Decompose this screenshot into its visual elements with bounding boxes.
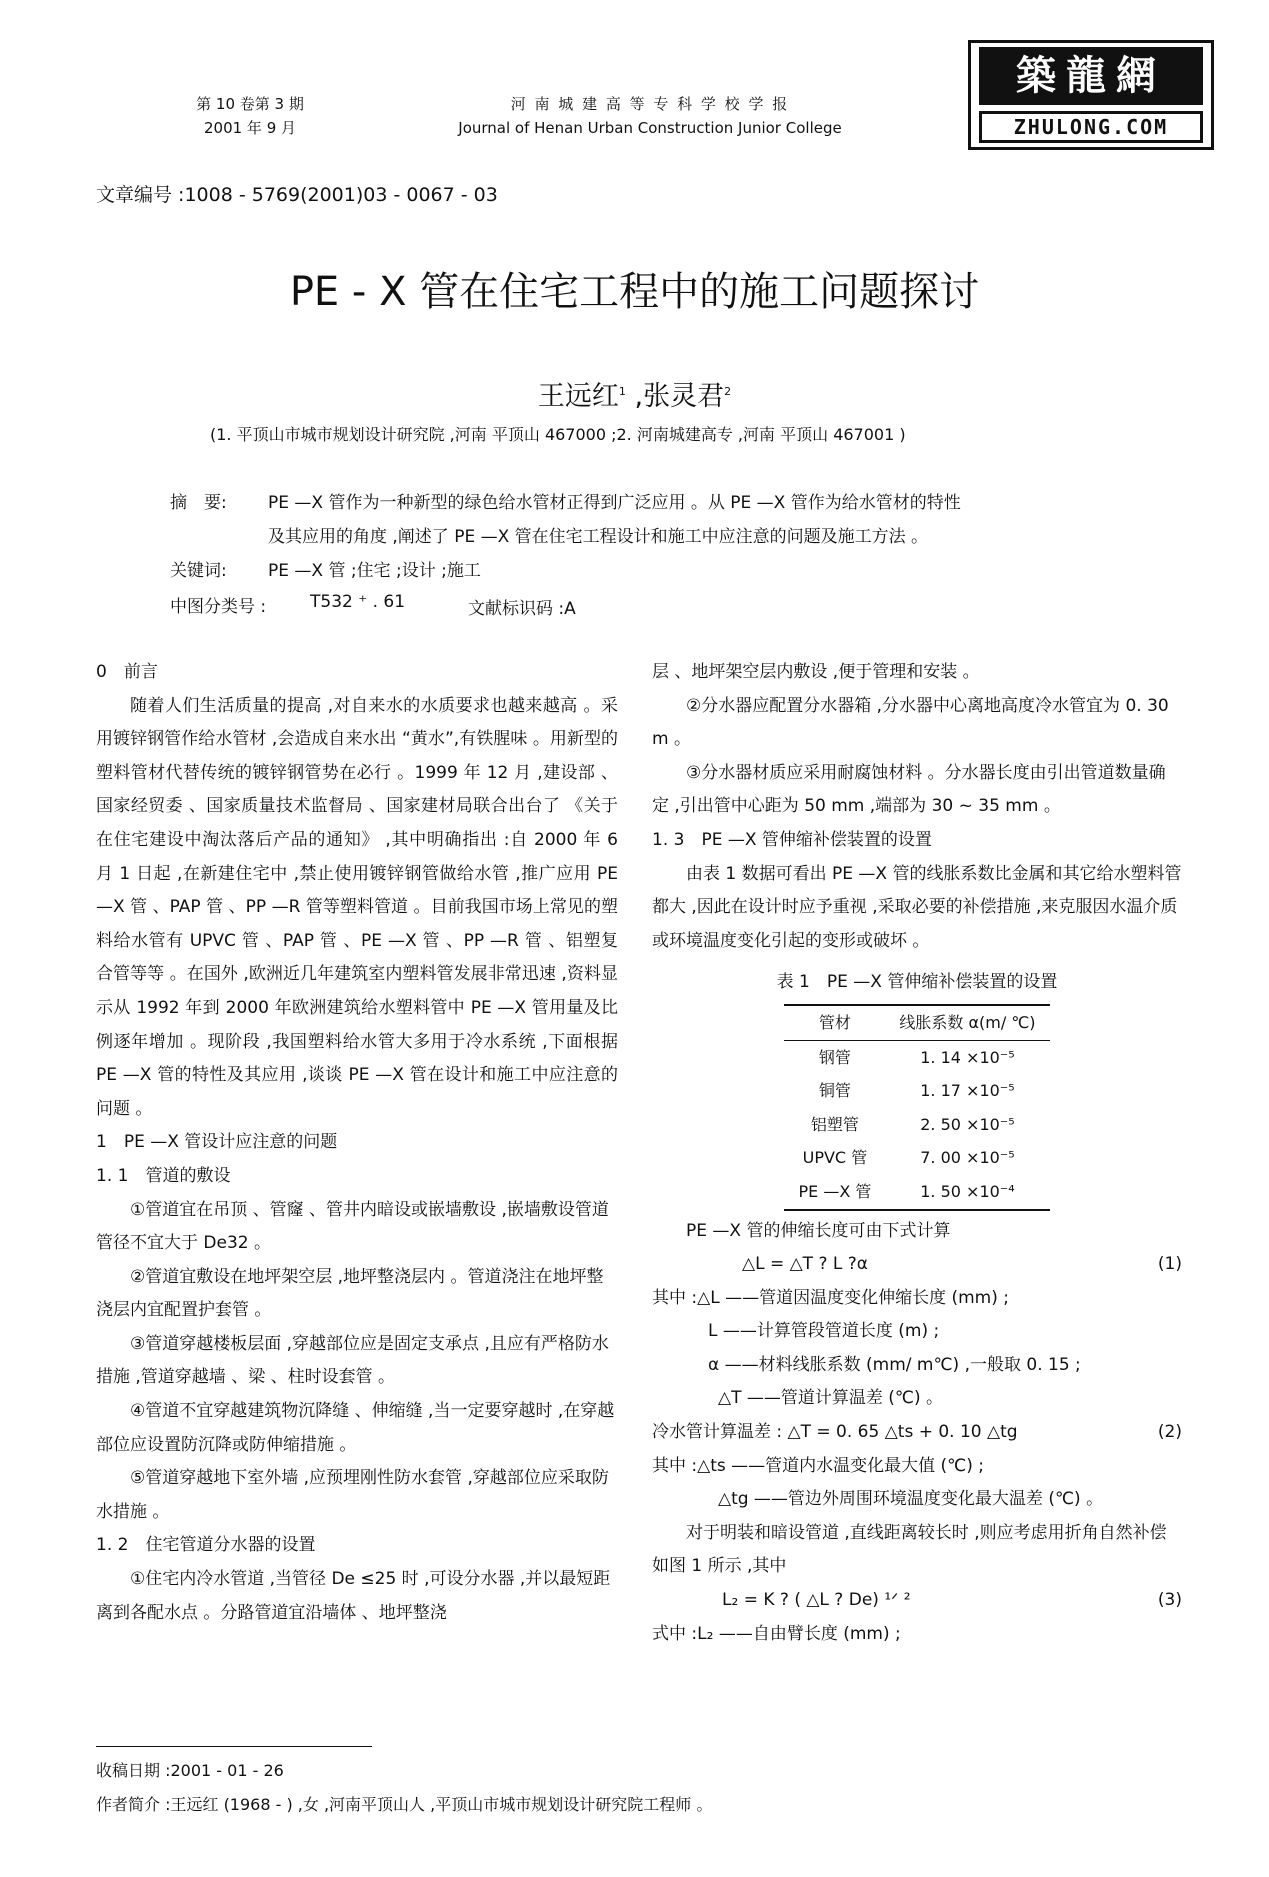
equation-1-number: (1): [1157, 1254, 1182, 1275]
keywords: PE —X 管 ;住宅 ;设计 ;施工: [268, 561, 481, 581]
table-row: [784, 1040, 1049, 1074]
equation-where-line: α ——材料线胀系数 (mm/ m℃) ,一般取 0. 15 ;: [708, 1354, 1081, 1375]
table-cell: 铜管: [818, 1081, 851, 1101]
equation-1-body: △L = △T ? L ?α: [742, 1254, 868, 1275]
journal-name-cn: 河 南 城 建 高 等 专 科 学 校 学 报: [510, 95, 790, 113]
document-code: 文献标识码 :A: [468, 599, 576, 619]
author-bio: 作者简介 :王远红 (1968 - ) ,女 ,河南平顶山人 ,平顶山市城市规划设计研究院工程师 。: [96, 1795, 713, 1814]
paragraph: PE —X 管的伸缩长度可由下式计算: [686, 1220, 951, 1241]
logo-cn: 築龍網: [979, 47, 1203, 105]
equation-where-line: 式中 :L₂ ——自由臂长度 (mm) ;: [652, 1623, 901, 1644]
right-column: [652, 656, 1182, 1651]
zhulong-logo: [968, 40, 1214, 150]
paragraph: ⑤管道穿越地下室外墙 ,应预埋刚性防水套管 ,穿越部位应采取防水措施 。: [96, 1468, 609, 1522]
volume-line: 第 10 卷第 3 期: [196, 95, 304, 113]
expansion-coefficient-table: [784, 1004, 1049, 1211]
table-row: [784, 1175, 1049, 1210]
author-list: [0, 372, 1269, 417]
paragraph: 层 、地坪架空层内敷设 ,便于管理和安装 。: [652, 662, 980, 682]
paragraph: ④管道不宜穿越建筑物沉降缝 、伸缩缝 ,当一定要穿越时 ,在穿越部位应设置防沉降或防伸缩措施 。: [96, 1401, 615, 1455]
equation-where-line: △T ——管道计算温差 (℃) 。: [718, 1388, 944, 1409]
keywords-label: 关键词:: [170, 561, 227, 581]
journal-name: [440, 92, 860, 140]
subsection-heading: 1. 2 住宅管道分水器的设置: [96, 1535, 316, 1556]
author-1-affil-mark: 1: [618, 385, 626, 398]
paragraph: 由表 1 数据可看出 PE —X 管的线胀系数比金属和其它给水塑料管都大 ,因此在设计时应予重视 ,采取必要的补偿措施 ,来克服因水温介质或环境温度变化引起的变形或破坏 。: [652, 863, 1182, 951]
paragraph: ③管道穿越楼板层面 ,穿越部位应是固定支承点 ,且应有严格防水措施 ,管道穿越墙 、梁 、柱时设套管 。: [96, 1333, 609, 1388]
table-row: [784, 1108, 1049, 1142]
author-2-affil-mark: 2: [724, 385, 732, 398]
abstract-line-2: 及其应用的角度 ,阐述了 PE —X 管在住宅工程设计和施工中应注意的问题及施工方法 。: [268, 527, 929, 547]
abstract-line-1: PE —X 管作为一种新型的绿色给水管材正得到广泛应用 。从 PE —X 管作为给水管材的特性: [268, 493, 961, 513]
clc-number: T532 ⁺ . 61: [310, 592, 406, 612]
equation-1: [652, 1248, 1182, 1282]
table-cell: 1. 17 ×10⁻⁵: [920, 1081, 1015, 1101]
abstract-label: 摘 要:: [170, 493, 227, 513]
subsection-heading: 1. 3 PE —X 管伸缩补偿装置的设置: [652, 829, 932, 850]
equation-3: [652, 1584, 1182, 1618]
article-number: 文章编号 :1008 - 5769(2001)03 - 0067 - 03: [96, 184, 498, 206]
section-heading: 1 PE —X 管设计应注意的问题: [96, 1132, 338, 1153]
paragraph: ③分水器材质应采用耐腐蚀材料 。分水器长度由引出管道数量确定 ,引出管中心距为 50 mm ,端部为 30 ~ 35 mm 。: [652, 762, 1166, 817]
table-caption: 表 1 PE —X 管伸缩补偿装置的设置: [776, 972, 1058, 993]
author-separator: ,: [625, 381, 644, 412]
table-cell: PE —X 管: [798, 1181, 872, 1201]
table-cell: 1. 14 ×10⁻⁵: [920, 1047, 1015, 1067]
clc-label: 中图分类号 :: [170, 597, 267, 617]
logo-en: ZHULONG.COM: [979, 111, 1203, 143]
equation-3-number: (3): [1157, 1590, 1182, 1611]
table-row: [784, 1141, 1049, 1175]
paper-title: PE - X 管在住宅工程中的施工问题探讨: [289, 269, 980, 315]
subsection-heading: 1. 1 管道的敷设: [96, 1165, 231, 1186]
affiliations: (1. 平顶山市城市规划设计研究院 ,河南 平顶山 467000 ;2. 河南城建高专 ,河南 平顶山 467001 ): [210, 425, 906, 444]
equation-where-line: △tg ——管边外周围环境温度变化最大温差 (℃) 。: [718, 1489, 1104, 1510]
left-column: [96, 656, 618, 1630]
equation-2: [652, 1416, 1182, 1450]
paragraph: ②分水器应配置分水器箱 ,分水器中心离地高度冷水管宜为 0. 30 m 。: [652, 695, 1169, 750]
equation-2-body: 冷水管计算温差 : △T = 0. 65 △ts + 0. 10 △tg: [652, 1422, 1018, 1443]
equation-2-number: (2): [1157, 1422, 1182, 1443]
paragraph: ②管道宜敷设在地坪架空层 ,地坪整浇层内 。管道浇注在地坪整浇层内宜配置护套管 。: [96, 1266, 604, 1321]
volume-issue: [170, 92, 330, 140]
table-cell: 1. 50 ×10⁻⁴: [920, 1181, 1015, 1201]
equation-3-body: L₂ = K ? ( △L ? De) ¹ᐟ ²: [722, 1590, 911, 1611]
table-cell: 2. 50 ×10⁻⁵: [920, 1114, 1015, 1134]
table-header-cell: 线胀系数 α(m/ ℃): [899, 1012, 1036, 1032]
paragraph: ①住宅内冷水管道 ,当管径 De ≤25 时 ,可设分水器 ,并以最短距离到各配水点 。分路管道宜沿墙体 、地坪整浇: [96, 1569, 611, 1623]
equation-where-line: 其中 :△L ——管道因温度变化伸缩长度 (mm) ;: [652, 1287, 1009, 1308]
equation-where-line: 其中 :△ts ——管道内水温变化最大值 (℃) ;: [652, 1455, 985, 1476]
author-1: 王远红: [537, 381, 619, 412]
table-cell: 钢管: [818, 1047, 851, 1067]
author-2: 张灵君: [643, 381, 725, 412]
paragraph: 对于明装和暗设管道 ,直线距离较长时 ,则应考虑用折角自然补偿如图 1 所示 ,其中: [652, 1522, 1167, 1577]
table-cell: 7. 00 ×10⁻⁵: [920, 1148, 1015, 1168]
received-date: 收稿日期 :2001 - 01 - 26: [96, 1761, 284, 1780]
paragraph: 随着人们生活质量的提高 ,对自来水的水质要求也越来越高 。采用镀锌钢管作给水管材 ,会造成自来水出 “黄水”,有铁腥味 。用新型的塑料管材代替传统的镀锌钢管势在必行 。1999 年 12 月 ,建设部 、国家经贸委 、国家质量技术监督局 、国家建材局联合出台了 《关于在住宅建设中淘汰落后产品的通知》 ,其中明确指出 :自 2000 年 6 月 1 日起 ,在新建住宅中 ,禁止使用镀锌钢管做给水管 ,推广应用 PE —X 管 、PAP 管 、PP —R 管等塑料管道 。目前我国市场上常见的塑料给水管有 UPVC 管 、PAP 管 、PE —X 管 、PP —R 管 、铝塑复合管等等 。在国外 ,欧洲近几年建筑室内塑料管发展非常迅速 ,资料显示从 1992 年到 2000 年欧洲建筑给水塑料管中 PE —X 管用量及比例逐年增加 。现阶段 ,我国塑料给水管大多用于冷水系统 ,下面根据 PE —X 管的特性及其应用 ,谈谈 PE —X 管在设计和施工中应注意的问题 。: [96, 695, 618, 1119]
equation-where-line: L ——计算管段管道长度 (m) ;: [708, 1321, 940, 1342]
table-cell: 铝塑管: [810, 1114, 859, 1134]
paragraph: ①管道宜在吊顶 、管窿 、管井内暗设或嵌墙敷设 ,嵌墙敷设管道管径不宜大于 De32 。: [96, 1199, 609, 1254]
footnote-divider: [96, 1746, 372, 1747]
date-line: 2001 年 9 月: [203, 119, 297, 137]
table-cell: UPVC 管: [802, 1148, 868, 1168]
journal-name-en: Journal of Henan Urban Construction Junior College: [458, 119, 842, 137]
table-header-cell: 管材: [818, 1012, 851, 1032]
section-heading: 0 前言: [96, 662, 158, 682]
table-row: [784, 1074, 1049, 1108]
